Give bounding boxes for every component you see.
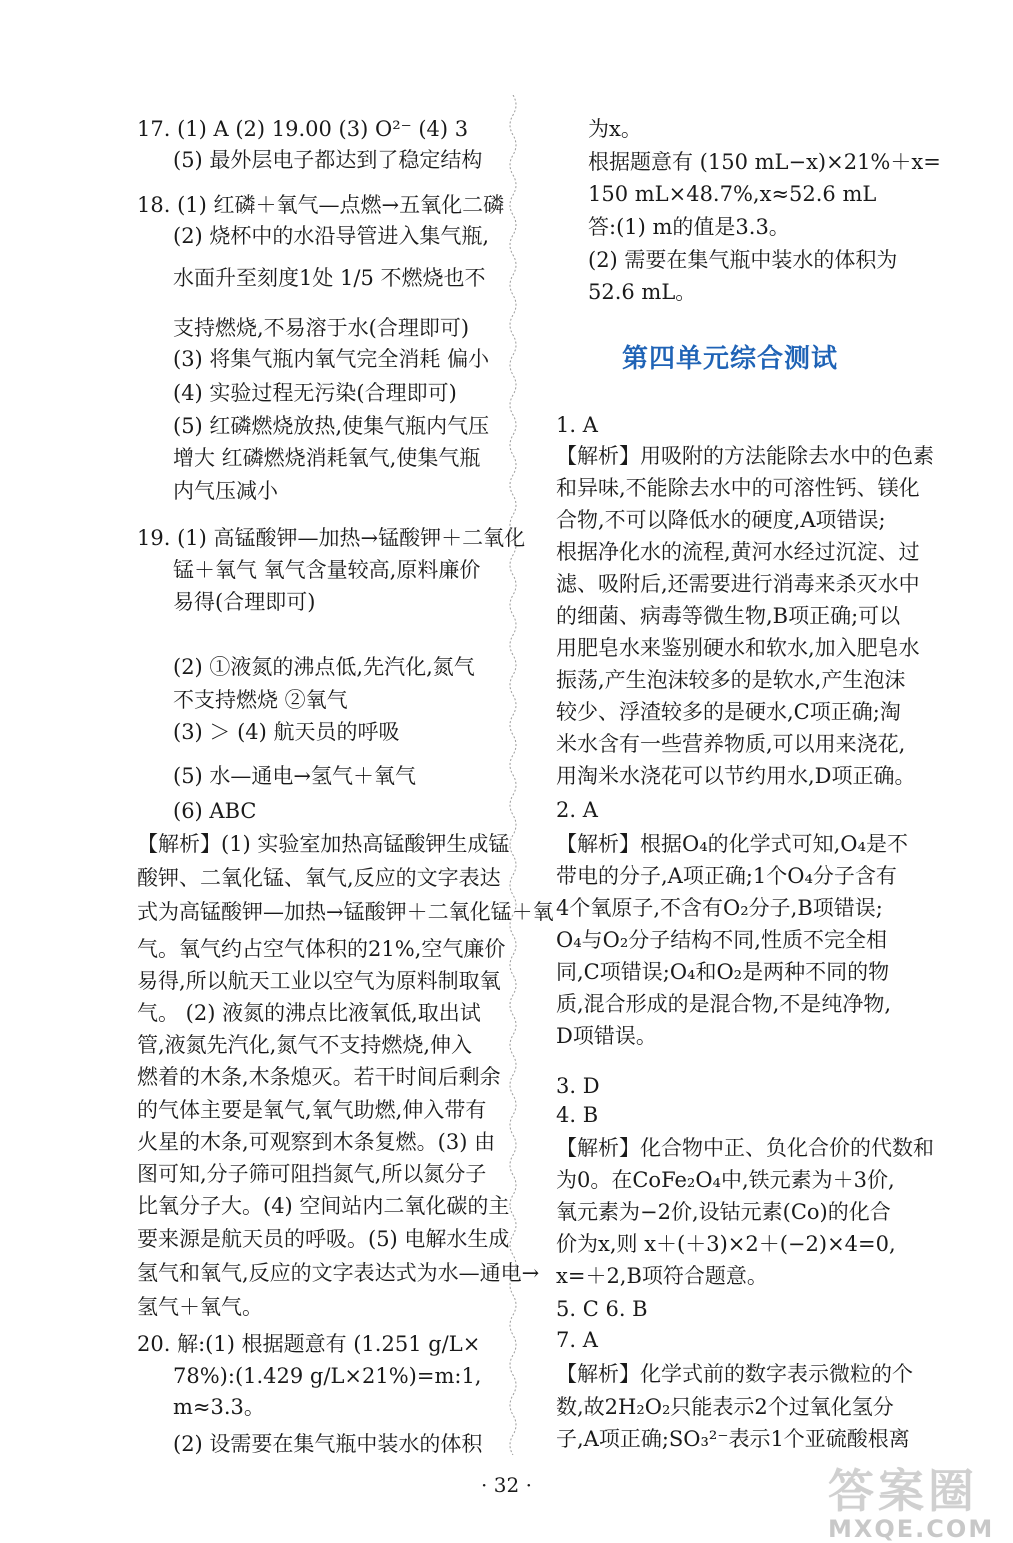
- right-text-line: 的细菌、病毒等微生物,B项正确;可以: [556, 604, 901, 628]
- left-text-line: 燃着的木条,木条熄灭。若干时间后剩余: [137, 1065, 501, 1089]
- left-text-line: 要来源是航天员的呼吸。(5) 电解水生成: [137, 1227, 510, 1251]
- left-text-line: (5) 水—通电→氢气＋氧气: [173, 764, 417, 788]
- right-text-line: 质,混合形成的是混合物,不是纯净物,: [556, 992, 892, 1016]
- left-text-line: 内气压减小: [173, 479, 278, 503]
- right-text-line: 合物,不可以降低水的硬度,A项错误;: [556, 508, 886, 532]
- right-text-line: 4. B: [556, 1103, 599, 1127]
- left-text-line: (2) 烧杯中的水沿导管进入集气瓶,: [173, 224, 490, 248]
- left-text-line: 【解析】(1) 实验室加热高锰酸钾生成锰: [137, 832, 510, 856]
- left-text-line: 支持燃烧,不易溶于水(合理即可): [173, 316, 470, 340]
- right-text-line: 2. A: [556, 798, 598, 822]
- left-text-line: 20. 解:(1) 根据题意有 (1.251 g/L×: [137, 1332, 481, 1356]
- right-text-line: 4个氧原子,不含有O₂分子,B项错误;: [556, 896, 883, 920]
- left-text-line: 不支持燃烧 ②氧气: [173, 688, 348, 712]
- right-text-line: 为0。在CoFe₂O₄中,铁元素为＋3价,: [556, 1168, 895, 1192]
- left-text-line: (2) 设需要在集气瓶中装水的体积: [173, 1432, 483, 1456]
- left-text-line: (4) 实验过程无污染(合理即可): [173, 381, 457, 405]
- left-text-line: (2) ①液氮的沸点低,先汽化,氮气: [173, 655, 475, 679]
- right-text-line: 滤、吸附后,还需要进行消毒来杀灭水中: [556, 572, 920, 596]
- right-text-line: 【解析】根据O₄的化学式可知,O₄是不: [556, 832, 908, 856]
- left-text-line: 火星的木条,可观察到木条复燃。(3) 由: [137, 1130, 496, 1154]
- right-text-line: 价为x,则 x＋(＋3)×2＋(−2)×4=0,: [556, 1232, 896, 1256]
- right-text-line: 52.6 mL。: [588, 280, 697, 304]
- left-text-line: 气。氧气约占空气体积的21%,空气廉价: [137, 937, 506, 961]
- right-text-line: 为x。: [588, 117, 642, 141]
- watermark-text-bottom: MXQE.COM: [828, 1515, 995, 1543]
- right-text-line: 数,故2H₂O₂只能表示2个过氧化氢分: [556, 1395, 894, 1419]
- right-text-line: 氧元素为−2价,设钴元素(Co)的化合: [556, 1200, 891, 1224]
- left-text-line: 气。 (2) 液氮的沸点比液氧低,取出试: [137, 1001, 481, 1025]
- left-text-line: (3) ＞ (4) 航天员的呼吸: [173, 720, 400, 744]
- left-text-line: 比氧分子大。(4) 空间站内二氧化碳的主: [137, 1194, 510, 1218]
- left-text-line: 17. (1) A (2) 19.00 (3) O²⁻ (4) 3: [137, 117, 469, 141]
- right-text-line: (2) 需要在集气瓶中装水的体积为: [588, 248, 898, 272]
- page-number: · 32 ·: [481, 1473, 532, 1497]
- right-text-line: 【解析】化学式前的数字表示微粒的个: [556, 1362, 913, 1386]
- section-heading: 第四单元综合测试: [622, 344, 839, 374]
- left-text-line: m≈3.3。: [173, 1395, 265, 1419]
- watermark-logo: [828, 1455, 994, 1543]
- left-text-line: 图可知,分子筛可阻挡氮气,所以氮分子: [137, 1162, 487, 1186]
- left-text-line: (3) 将集气瓶内氧气完全消耗 偏小: [173, 347, 490, 371]
- left-text-line: 19. (1) 高锰酸钾—加热→锰酸钾＋二氧化: [137, 526, 526, 550]
- left-text-line: 锰＋氧气 氧气含量较高,原料廉价: [173, 558, 481, 582]
- left-text-line: 78%):(1.429 g/L×21%)=m:1,: [173, 1364, 482, 1388]
- right-text-line: 带电的分子,A项正确;1个O₄分子含有: [556, 864, 897, 888]
- right-text-line: 根据净化水的流程,黄河水经过沉淀、过: [556, 540, 920, 564]
- left-text-line: (6) ABC: [173, 799, 257, 823]
- right-text-line: 5. C 6. B: [556, 1297, 648, 1321]
- left-text-line: 氢气＋氧气。: [137, 1295, 263, 1319]
- left-text-line: 的气体主要是氧气,氧气助燃,伸入带有: [137, 1098, 487, 1122]
- right-text-line: 用肥皂水来鉴别硬水和软水,加入肥皂水: [556, 636, 920, 660]
- left-text-line: 管,液氮先汽化,氮气不支持燃烧,伸入: [137, 1033, 473, 1057]
- right-text-line: 答:(1) m的值是3.3。: [588, 215, 790, 239]
- right-text-line: 【解析】用吸附的方法能除去水中的色素: [556, 444, 934, 468]
- right-text-line: D项错误。: [556, 1024, 657, 1048]
- left-text-line: 氢气和氧气,反应的文字表达式为水—通电→: [137, 1261, 540, 1285]
- right-text-line: 【解析】化合物中正、负化合价的代数和: [556, 1136, 934, 1160]
- right-text-line: 3. D: [556, 1074, 600, 1098]
- right-text-line: 同,C项错误;O₄和O₂是两种不同的物: [556, 960, 890, 984]
- left-text-line: 式为高锰酸钾—加热→锰酸钾＋二氧化锰＋氧: [137, 900, 554, 924]
- left-text-line: (5) 最外层电子都达到了稳定结构: [173, 148, 483, 172]
- right-text-line: 根据题意有 (150 mL−x)×21%＋x=: [588, 150, 941, 174]
- right-text-line: x=＋2,B项符合题意。: [556, 1264, 768, 1288]
- column-divider: [505, 95, 521, 1455]
- right-text-line: 用淘米水浇花可以节约用水,D项正确。: [556, 764, 916, 788]
- right-text-line: 1. A: [556, 413, 598, 437]
- right-text-line: 7. A: [556, 1328, 598, 1352]
- watermark-text-top: 答案圈: [828, 1464, 978, 1518]
- left-text-line: 易得,所以航天工业以空气为原料制取氧: [137, 969, 501, 993]
- right-text-line: 子,A项正确;SO₃²⁻表示1个亚硫酸根离: [556, 1427, 910, 1451]
- right-text-line: 较少、浮渣较多的是硬水,C项正确;淘: [556, 700, 901, 724]
- right-text-line: 振荡,产生泡沫较多的是软水,产生泡沫: [556, 668, 906, 692]
- left-text-line: 18. (1) 红磷＋氧气—点燃→五氧化二磷: [137, 193, 505, 217]
- right-text-line: 150 mL×48.7%,x≈52.6 mL: [588, 182, 877, 206]
- right-text-line: O₄与O₂分子结构不同,性质不完全相: [556, 928, 887, 952]
- left-text-line: 易得(合理即可): [173, 590, 316, 614]
- left-text-line: (5) 红磷燃烧放热,使集气瓶内气压: [173, 414, 490, 438]
- right-text-line: 和异味,不能除去水中的可溶性钙、镁化: [556, 476, 920, 500]
- right-text-line: 米水含有一些营养物质,可以用来浇花,: [556, 732, 906, 756]
- left-text-line: 酸钾、二氧化锰、氧气,反应的文字表达: [137, 866, 501, 890]
- left-text-line: 增大 红磷燃烧消耗氧气,使集气瓶: [173, 446, 481, 470]
- left-text-line: 水面升至刻度1处 1/5 不燃烧也不: [173, 266, 486, 290]
